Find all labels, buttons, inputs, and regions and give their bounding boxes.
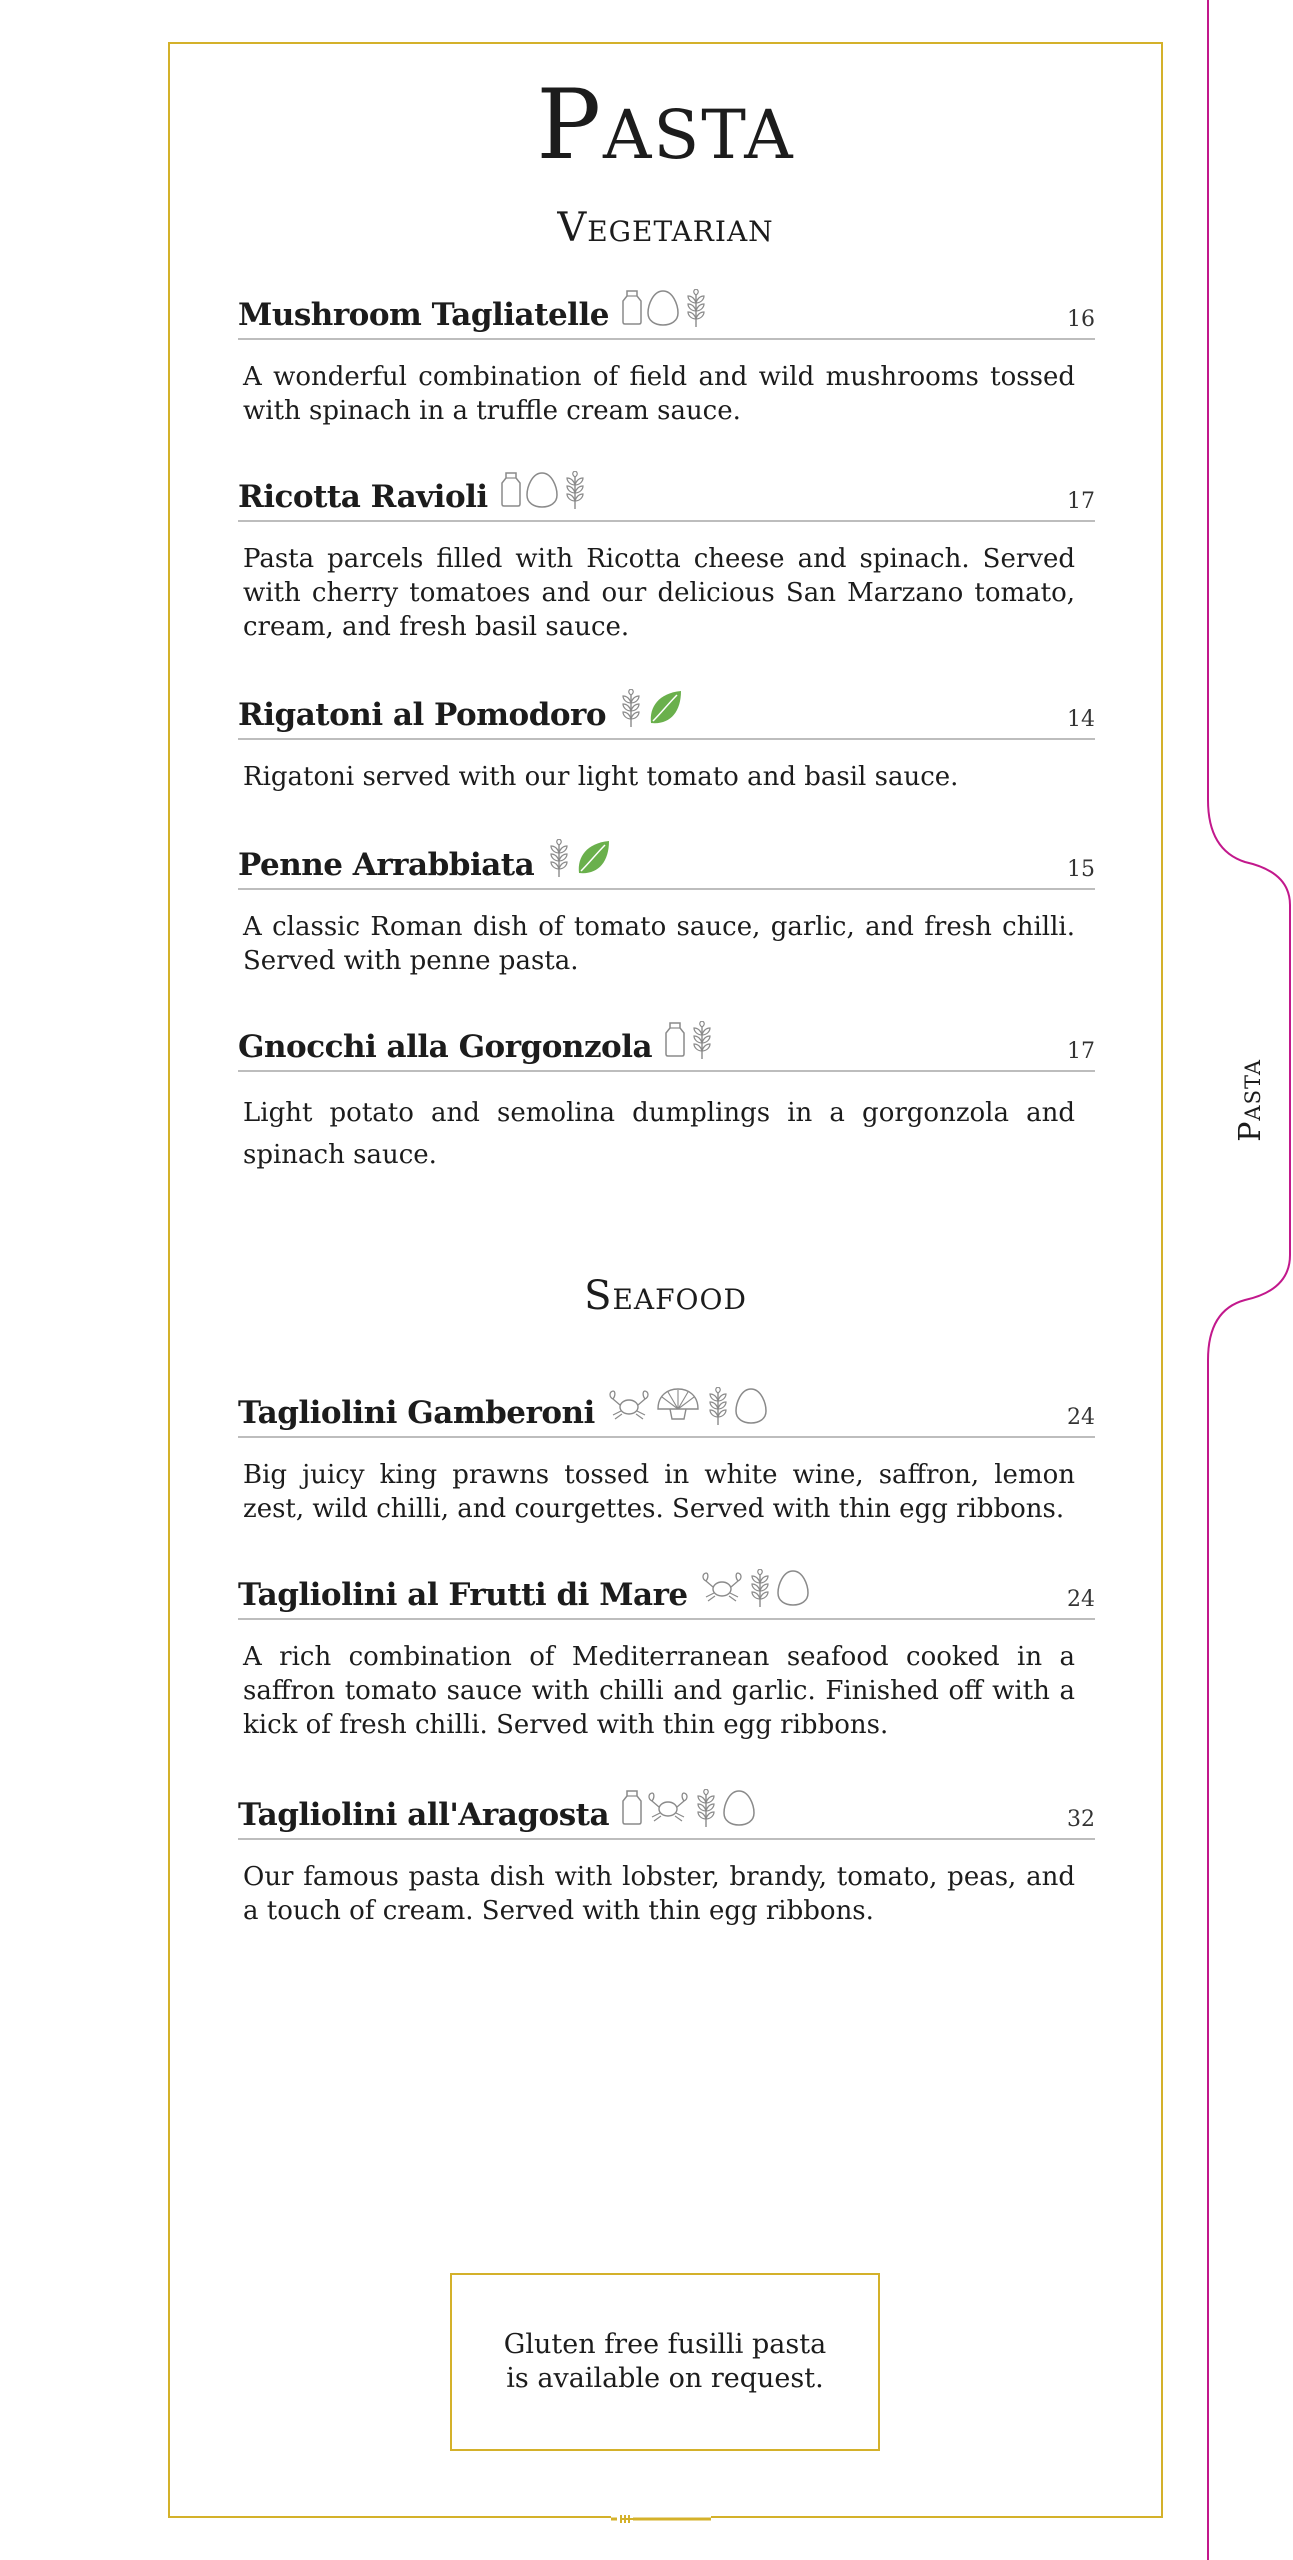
egg-icon — [776, 1569, 810, 1609]
note-line-1: Gluten free fusilli pasta — [503, 2329, 827, 2360]
item-price: 24 — [1067, 1587, 1095, 1612]
menu-item-tagliolini-al-frutti-di-mare — [238, 1572, 1095, 1742]
section-heading-vegetarian: Vegetarian — [557, 205, 774, 251]
wheat-icon — [562, 471, 588, 511]
item-name: Penne Arrabbiata — [238, 839, 611, 883]
item-description: Big juicy king prawns tossed in white wine, saffron, lemon zest, wild chilli, and courgettes. Served with thin egg ribbons. — [243, 1460, 1075, 1524]
menu-item-rigatoni-al-pomodoro — [238, 692, 1095, 794]
menu-item-tagliolini-gamberoni — [238, 1390, 1095, 1526]
menu-item-tagliolini-all-aragosta — [238, 1792, 1095, 1928]
page-title: Pasta — [536, 69, 795, 181]
item-description: Pasta parcels filled with Ricotta cheese and spinach. Served with cherry tomatoes and our delicious San Marzano tomato, cream, and fresh basil sauce. — [243, 544, 1075, 642]
fork-ornament-icon — [611, 2508, 711, 2530]
wheat-icon — [747, 1569, 773, 1609]
item-name: Rigatoni al Pomodoro — [238, 689, 683, 733]
item-description: Rigatoni served with our light tomato and basil sauce. — [243, 762, 959, 792]
item-description: A classic Roman dish of tomato sauce, garlic, and fresh chilli. Served with penne pasta. — [243, 912, 1075, 976]
egg-icon — [722, 1789, 756, 1829]
item-price: 15 — [1067, 857, 1095, 882]
section-heading-seafood: Seafood — [584, 1273, 747, 1319]
milk-icon — [621, 1789, 643, 1829]
item-name: Tagliolini Gamberoni — [238, 1387, 768, 1431]
wheat-icon — [546, 839, 572, 879]
item-price: 24 — [1067, 1405, 1095, 1430]
item-price: 16 — [1067, 307, 1095, 332]
item-price: 14 — [1067, 707, 1095, 732]
wheat-icon — [705, 1387, 731, 1427]
mollusc-icon — [654, 1387, 702, 1427]
egg-icon — [525, 471, 559, 511]
item-name: Mushroom Tagliatelle — [238, 289, 709, 333]
menu-item-mushroom-tagliatelle — [238, 292, 1095, 428]
item-description: Light potato and semolina dumplings in a gorgonzola and spinach sauce. — [243, 1098, 1075, 1170]
vegan-leaf-icon — [647, 689, 683, 729]
item-price: 32 — [1067, 1807, 1095, 1832]
note-line-2: is available on request. — [506, 2363, 824, 2394]
menu-item-ricotta-ravioli — [238, 474, 1095, 644]
gluten-free-note — [450, 2273, 880, 2451]
item-name: Ricotta Ravioli — [238, 471, 588, 515]
menu-item-penne-arrabbiata — [238, 842, 1095, 978]
section-tab[interactable] — [1205, 0, 1293, 2560]
vegan-leaf-icon — [575, 839, 611, 879]
item-description: Our famous pasta dish with lobster, brandy, tomato, peas, and a touch of cream. Served with thin egg ribbons. — [243, 1862, 1075, 1926]
item-price: 17 — [1067, 489, 1095, 514]
wheat-icon — [683, 289, 709, 329]
milk-icon — [500, 471, 522, 511]
side-tab-label: Pasta — [1232, 1058, 1268, 1142]
milk-icon — [621, 289, 643, 329]
egg-icon — [734, 1387, 768, 1427]
crustacean-icon — [700, 1569, 744, 1609]
item-description: A wonderful combination of field and wild mushrooms tossed with spinach in a truffle cream sauce. — [243, 362, 1075, 426]
wheat-icon — [618, 689, 644, 729]
item-name: Gnocchi alla Gorgonzola — [238, 1021, 715, 1065]
wheat-icon — [689, 1021, 715, 1061]
egg-icon — [646, 289, 680, 329]
item-price: 17 — [1067, 1039, 1095, 1064]
menu-item-gnocchi-alla-gorgonzola — [238, 1024, 1095, 1176]
item-name: Tagliolini al Frutti di Mare — [238, 1569, 810, 1613]
crustacean-icon — [646, 1789, 690, 1829]
wheat-icon — [693, 1789, 719, 1829]
milk-icon — [664, 1021, 686, 1061]
crustacean-icon — [607, 1387, 651, 1427]
item-description: A rich combination of Mediterranean seafood cooked in a saffron tomato sauce with chilli and garlic. Finished off with a kick of fresh chilli. Served with thin egg ribbons. — [243, 1642, 1075, 1740]
item-name: Tagliolini all'Aragosta — [238, 1789, 756, 1833]
